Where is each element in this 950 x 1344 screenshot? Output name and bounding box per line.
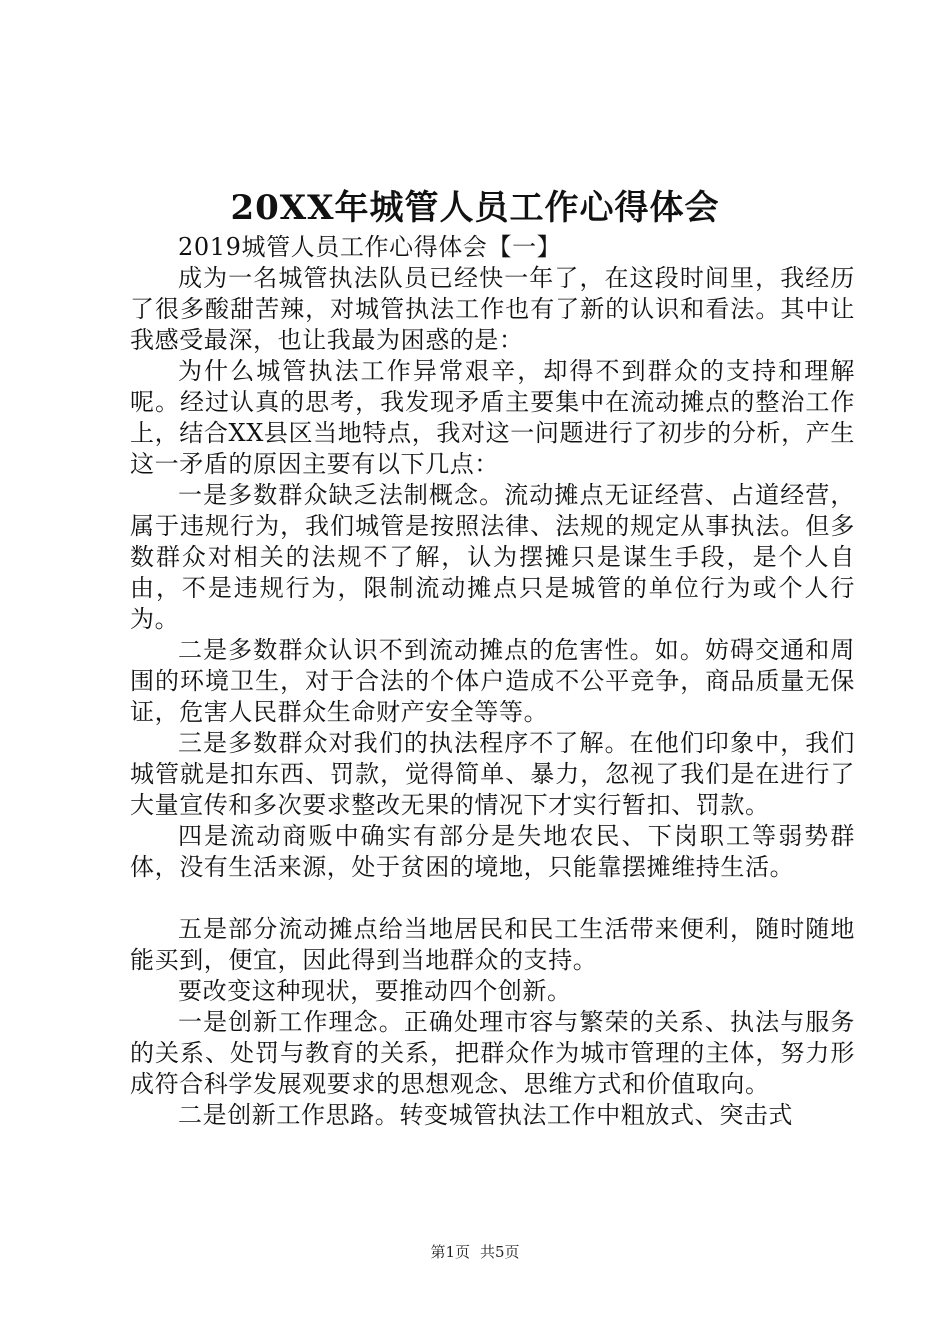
paragraph: 二是多数群众认识不到流动摊点的危害性。如。妨碍交通和周围的环境卫生，对于合法的个体户造成不公平竞争，商品质量无保证，危害人民群众生命财产安全等等。 — [130, 636, 855, 726]
paragraph: 要改变这种现状，要推动四个创新。 — [178, 977, 572, 1005]
paragraph: 成为一名城管执法队员已经快一年了，在这段时间里，我经历了很多酸甜苦辣，对城管执法工作也有了新的认识和看法。其中让我感受最深，也让我最为困惑的是： — [130, 264, 855, 354]
document-body — [130, 232, 855, 1131]
paragraph: 一是创新工作理念。正确处理市容与繁荣的关系、执法与服务的关系、处罚与教育的关系，把群众作为城市管理的主体，努力形成符合科学发展观要求的思想观念、思维方式和价值取向。 — [130, 1008, 855, 1098]
page-total: 共5页 — [480, 1243, 520, 1261]
paragraph: 五是部分流动摊点给当地居民和民工生活带来便利，随时随地能买到，便宜，因此得到当地群众的支持。 — [130, 915, 855, 974]
paragraph: 三是多数群众对我们的执法程序不了解。在他们印象中，我们城管就是扣东西、罚款，觉得简单、暴力，忽视了我们是在进行了大量宣传和多次要求整改无果的情况下才实行暂扣、罚款。 — [130, 729, 855, 819]
document-title: 20XX年城管人员工作心得体会 — [230, 188, 720, 228]
paragraph-subtitle: 2019城管人员工作心得体会【一】 — [178, 233, 562, 261]
paragraph: 二是创新工作思路。转变城管执法工作中粗放式、突击式 — [178, 1101, 793, 1129]
paragraph: 一是多数群众缺乏法制概念。流动摊点无证经营、占道经营，属于违规行为，我们城管是按照法律、法规的规定从事执法。但多数群众对相关的法规不了解，认为摆摊只是谋生手段，是个人自由，不是违规行为，限制流动摊点只是城管的单位行为或个人行为。 — [130, 481, 855, 633]
page-number: 第1页 — [430, 1243, 470, 1261]
paragraph: 为什么城管执法工作异常艰辛，却得不到群众的支持和理解呢。经过认真的思考，我发现矛盾主要集中在流动摊点的整治工作上，结合XX县区当地特点，我对这一问题进行了初步的分析，产生这一矛盾的原因主要有以下几点： — [130, 357, 855, 478]
page-footer — [0, 1242, 950, 1262]
paragraph: 四是流动商贩中确实有部分是失地农民、下岗职工等弱势群体，没有生活来源，处于贫困的境地，只能靠摆摊维持生活。 — [130, 822, 855, 881]
